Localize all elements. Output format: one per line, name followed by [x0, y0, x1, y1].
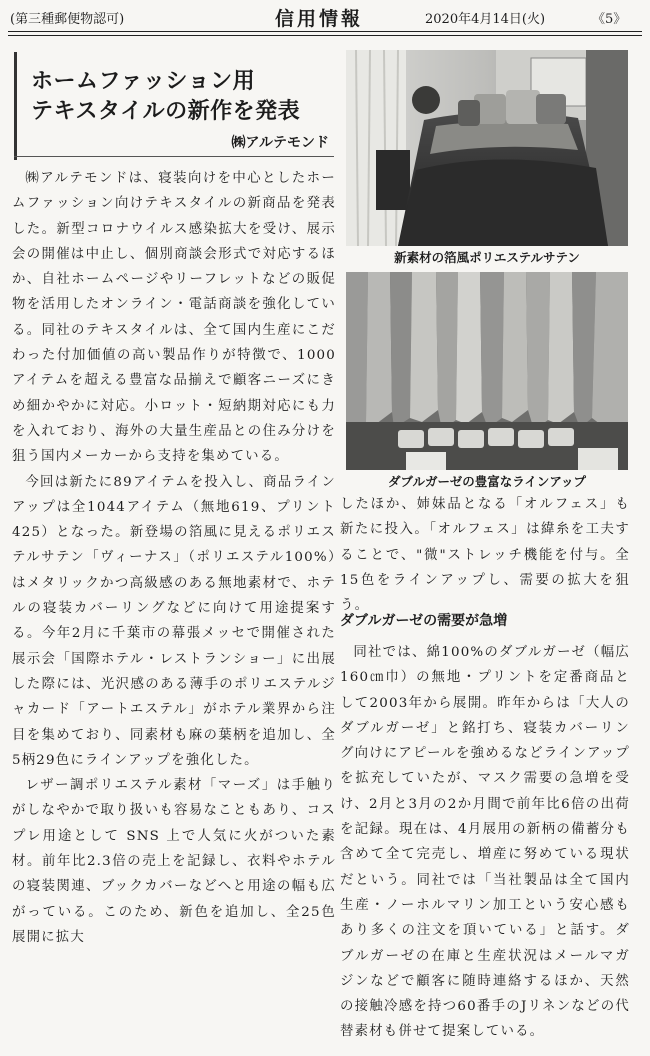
- paragraph-lineup: 今回は新たに89アイテムを投入し、商品ラインアップは全1044アイテム（無地619、プリント425）となった。新登場の箔風に見えるポリエステルサテン「ヴィーナス」（ポリエステル100%）はメタリックかつ高級感のある無地素材で、ホテルの寝装カバーリングなどに向けて用途提案する。今年2月に千葉市の幕張メッセで開催された展示会「国際ホテル・レストランショー」に出展した際には、光沢感のある薄手のポリエステルジャカード「アートエステル」がホテル業界から注目を集めており、同素材も麻の葉柄を追加し、全5柄29色にラインアップを強化した。: [12, 474, 336, 768]
- postal-permit: (第三種郵便物認可): [10, 12, 125, 27]
- section-heading-block: [340, 610, 630, 630]
- company-name: ㈱アルテモンド: [231, 135, 329, 151]
- article-title-line2: テキスタイルの新作を発表: [31, 99, 301, 124]
- header-rule: [8, 31, 642, 32]
- article-body-right-2: [340, 640, 630, 1045]
- article-title-line1: ホームファッション用: [31, 69, 256, 94]
- title-rule: [14, 156, 334, 157]
- photo-caption-top: 新素材の箔風ポリエステルサテン: [394, 250, 580, 265]
- newspaper-name: 信用情報: [275, 8, 364, 30]
- article-body-left: [12, 166, 336, 950]
- section-subheading: ダブルガーゼの需要が急増: [340, 613, 508, 629]
- paragraph-continuation: したほか、姉妹品となる「オルフェス」も新たに投入。「オルフェス」は緯糸を工夫することで、"微"ストレッチ機能を付与。全15色をラインアップし、需要の拡大を狙う。: [340, 497, 630, 614]
- page-number: 《5》: [592, 12, 627, 27]
- header-rule-double: [8, 35, 642, 36]
- paragraph-double-gauze: 同社では、綿100%のダブルガーゼ（幅広160㎝巾）の無地・プリントを定番商品として2003年から展開。昨年からは「大人のダブルガーゼ」と銘打ち、寝装カバーリング向けにアピールを強めるなどラインアップを拡充していたが、マスク需要の急増を受け、2月と3月の2か月間で前年比6倍の出荷を記録。現在は、4月展用の新柄の備蓄分も含めて全て完売し、増産に努めている現状だという。同社では「当社製品は全て国内生産・ノーホルマリン加工という安心感もあり多くの注文を頂いている」と話す。ダブルガーゼの在庫と生産状況はメールマガジンなどで顧客に随時連絡するほか、天然の接触冷感を持つ60番手のJリネンなどの代替素材も併せて提案している。: [340, 645, 630, 1040]
- article-title-block: [14, 52, 337, 160]
- bedroom-photo: [346, 50, 628, 246]
- paragraph-intro: ㈱アルテモンドは、寝装向けを中心としたホームファッション向けテキスタイルの新商品を発表した。新型コロナウイルス感染拡大を受け、展示会の開催は中止し、個別商談会形式で対応するほか、自社ホームページやリーフレットなどの販促物を活用したオンライン・電話商談を強化している。同社のテキスタイルは、全て国内生産にこだわった付加価値の高い製品作りが特徴で、1000アイテムを超える豊富な品揃えで顧客ニーズにきめ細かやかに対応。小ロット・短納期対応にも力を入れており、海外の大量生産品との住み分けを狙う国内メーカーから支持を集めている。: [12, 171, 336, 465]
- masthead: [0, 0, 650, 34]
- paragraph-mars: レザー調ポリエステル素材「マーズ」は手触りがしなやかで取り扱いも容易なこともあり、コスプレ用途として SNS 上で人気に火がついた素材。前年比2.3倍の売上を記録し、衣料やホテルの寝装関連、ブックカバーなどへと用途の幅も広がっている。このため、新色を追加し、全25色展開に拡大: [12, 778, 336, 945]
- fabric-display-photo: [346, 272, 628, 470]
- photo-caption-bottom: ダブルガーゼの豊富なラインアップ: [387, 474, 586, 489]
- article-body-right: [340, 492, 630, 618]
- issue-date: 2020年4月14日(火): [425, 12, 546, 27]
